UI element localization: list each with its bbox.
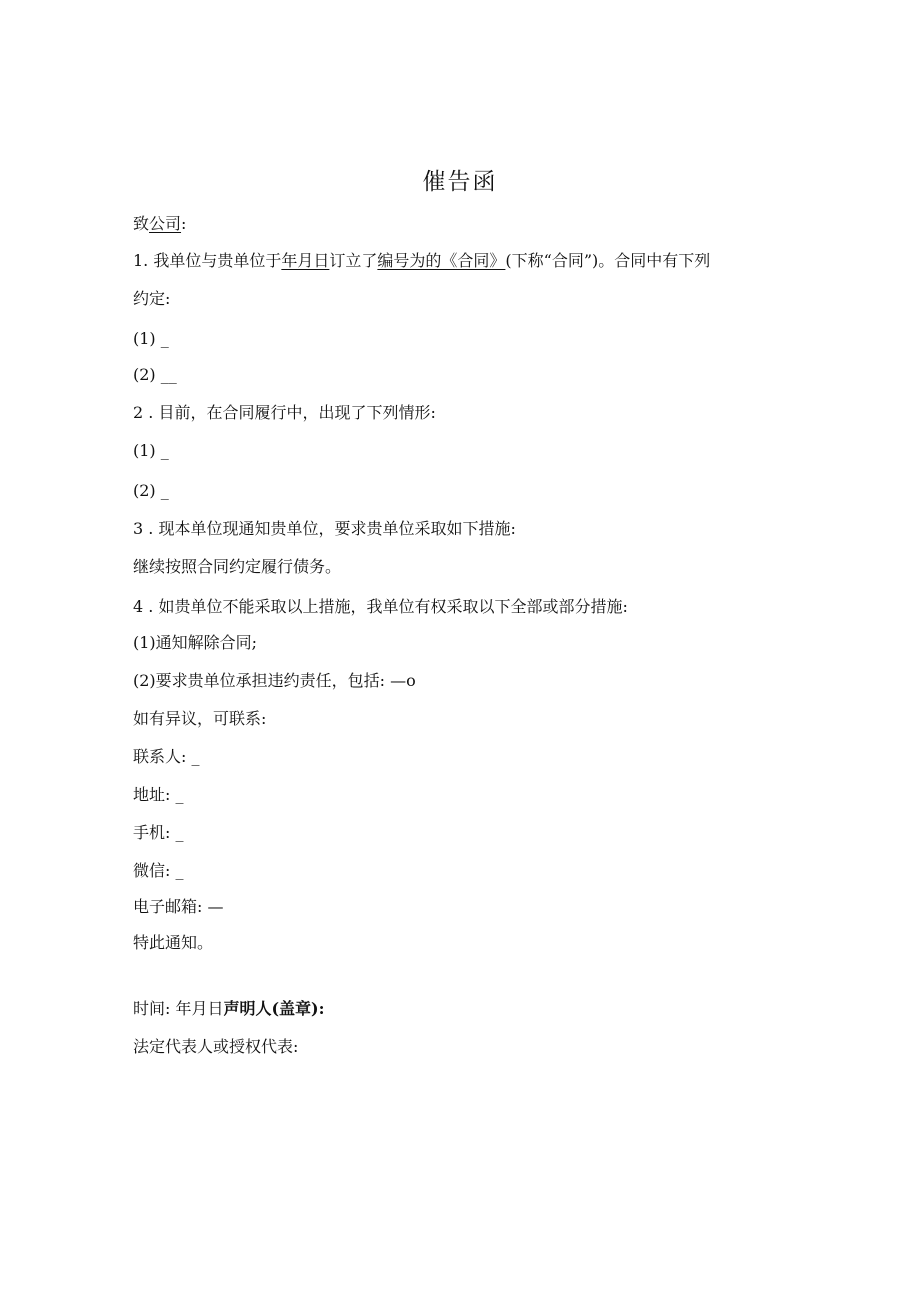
paragraph-1-text-c: (下称“合同”)。合同中有下列 [505,251,711,270]
representative-line: 法定代表人或授权代表: [133,1037,299,1056]
paragraph-1-text-b: 订立了 [329,251,378,270]
contact-email: 电子邮箱: — [133,897,224,916]
signature-line [133,999,325,1019]
addressee-company: 公司 [149,214,182,233]
agreement-item-2: (2) __ [133,365,177,384]
contact-phone: 手机: _ [133,823,184,842]
paragraph-1-continued: 约定: [133,289,171,308]
paragraph-3-body: 继续按照合同约定履行债务。 [133,557,342,576]
situation-item-2: (2) _ [133,481,169,500]
measure-item-1: (1)通知解除合同; [133,633,258,652]
sign-declarant: 声明人(盖章): [223,999,325,1018]
paragraph-2: 2 . 目前，在合同履行中，出现了下列情形: [133,403,436,422]
contact-address: 地址: _ [133,785,184,804]
paragraph-1-text-a: 1. 我单位与贵单位于 [133,251,282,270]
contact-wechat: 微信: _ [133,861,184,880]
addressee-suffix: : [181,214,187,233]
contact-person: 联系人: _ [133,747,200,766]
addressee-prefix: 致 [133,214,150,233]
paragraph-4: 4 . 如贵单位不能采取以上措施，我单位有权采取以下全部或部分措施: [133,597,628,616]
situation-item-1: (1) _ [133,441,169,460]
contact-intro: 如有异议，可联系: [133,709,267,728]
sign-time: 时间: 年月日 [133,999,224,1018]
contract-number: 编号为的《合同》 [377,251,506,270]
addressee-line [133,214,186,234]
paragraph-1 [133,251,710,271]
closing-text: 特此通知。 [133,933,214,952]
paragraph-3: 3 . 现本单位现通知贵单位，要求贵单位采取如下措施: [133,519,516,538]
agreement-item-1: (1) _ [133,329,169,348]
page-title: 催告函 [422,169,498,195]
measure-item-2: (2)要求贵单位承担违约责任，包括: —o [133,671,416,690]
contract-date: 年月日 [281,251,330,270]
